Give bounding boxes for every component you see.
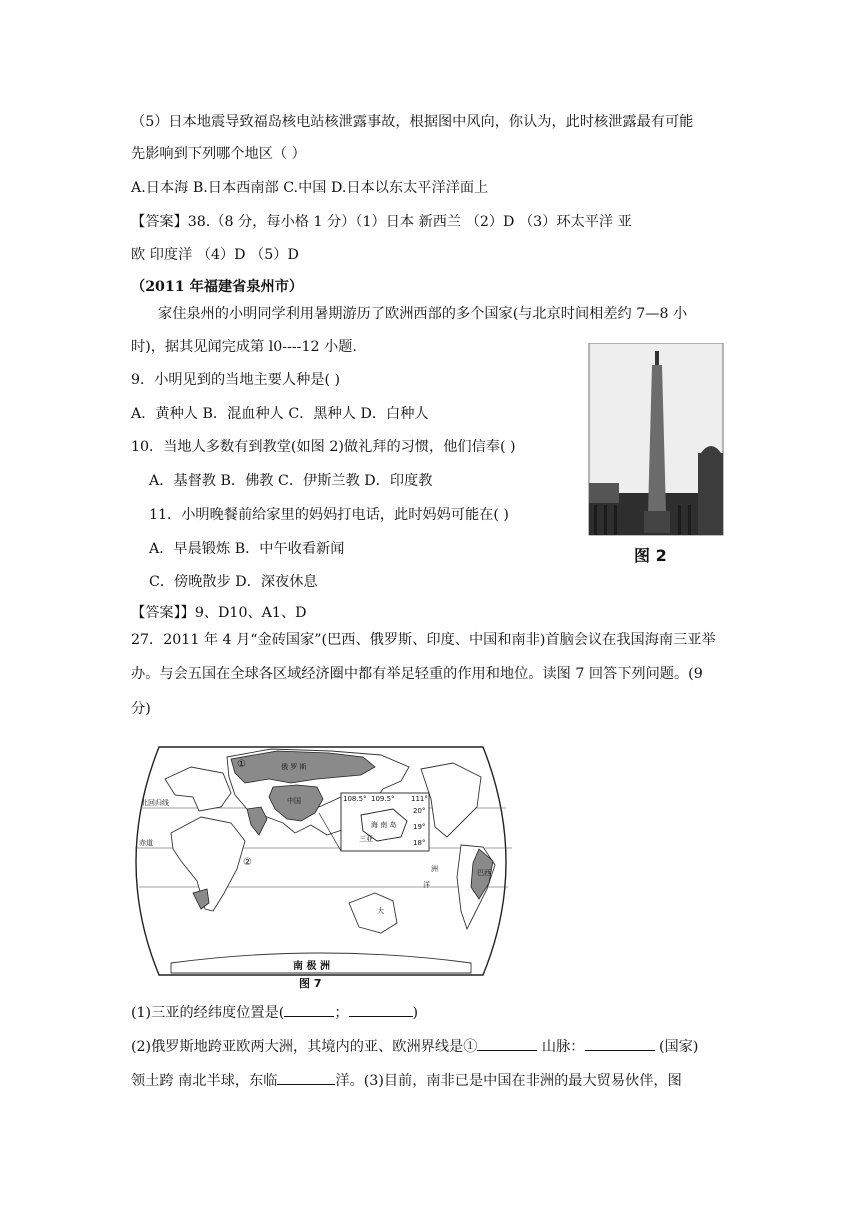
map-caption: 图 7 bbox=[299, 977, 322, 990]
question-27-line2: 办。与会五国在全球各区域经济圈中都有举足轻重的作用和地位。读图 7 回答下列问题。(9 bbox=[131, 666, 703, 682]
inset-lat-2: 19° bbox=[413, 823, 426, 831]
sub1-text-c: ) bbox=[412, 1005, 419, 1021]
q5-line1: （5）日本地震导致福岛核电站核泄露事故，根据图中风向，你认为，此时核泄露最有可能 bbox=[131, 114, 694, 130]
question-11-options-a: A．早晨锻炼 B．中午收看新闻 bbox=[149, 541, 345, 557]
world-map-figure-7 bbox=[131, 737, 516, 990]
sub-question-2 bbox=[131, 1036, 698, 1057]
blank-ocean bbox=[277, 1070, 335, 1085]
blank-sanya-latitude bbox=[349, 1002, 413, 1017]
q5-options: A.日本海 B.日本西南部 C.中国 D.日本以东太平洋洋面上 bbox=[131, 180, 489, 196]
sub2-text-c: (国家) bbox=[654, 1039, 699, 1055]
antarctica-label: 南 极 洲 bbox=[293, 961, 330, 972]
question-27-line1: 27．2011 年 4 月“金砖国家”(巴西、俄罗斯、印度、中国和南非)首脑会议在我国海南三亚举 bbox=[131, 632, 716, 648]
intro-line2: 时)，据其见闻完成第 l0----12 小题. bbox=[131, 339, 357, 355]
question-9-options: A．黄种人 B．混血种人 C．黑种人 D．白种人 bbox=[131, 406, 429, 422]
sub1-text-b: ； bbox=[334, 1005, 349, 1021]
ocean-label-b: 洋 bbox=[423, 881, 430, 889]
map-label-1: ① bbox=[237, 759, 246, 770]
sub2-text-b: 山脉： bbox=[537, 1039, 585, 1055]
blank-country bbox=[585, 1036, 655, 1051]
sub-question-1 bbox=[131, 1002, 418, 1023]
q5-line2: 先影响到下列哪个地区（ ） bbox=[131, 146, 306, 162]
photo-caption: 图 2 bbox=[634, 546, 667, 565]
inset-lat-1: 20° bbox=[413, 807, 426, 815]
sub1-text-a: (1)三亚的经纬度位置是( bbox=[131, 1005, 285, 1021]
question-10: 10．当地人多数有到教堂(如图 2)做礼拜的习惯，他们信奉( ) bbox=[131, 439, 516, 455]
church-photo-figure-2 bbox=[586, 343, 726, 573]
brazil-label: 巴西 bbox=[477, 869, 491, 877]
blank-sanya-longitude bbox=[284, 1002, 334, 1017]
sub2-text-a: (2)俄罗斯地跨亚欧两大洲，其境内的亚、欧洲界线是① bbox=[131, 1039, 478, 1055]
tropic-north-label: 北回归线 bbox=[141, 799, 169, 807]
ocean-label-a: 大 bbox=[377, 907, 384, 915]
sub3-text-a: 领土跨 南北半球，东临 bbox=[131, 1073, 278, 1089]
answer-38-line1: 【答案】38.（8 分，每小格 1 分）（1）日本 新西兰 （2）D （3）环太平洋 亚 bbox=[131, 214, 632, 230]
inset-lat-3: 18° bbox=[413, 839, 426, 847]
sub-question-2-3 bbox=[131, 1070, 682, 1091]
inset-lon-2: 109.5° bbox=[371, 795, 395, 803]
inset-lon-3: 111° bbox=[411, 795, 428, 803]
question-11-options-b: C．傍晚散步 D．深夜休息 bbox=[149, 574, 318, 590]
source-heading: （2011 年福建省泉州市） bbox=[131, 279, 304, 295]
map-label-2: ② bbox=[243, 857, 252, 868]
russia-label: 俄 罗 斯 bbox=[281, 763, 307, 771]
equator-label: 赤道 bbox=[139, 839, 153, 847]
inset-city-label: 三亚 bbox=[359, 835, 373, 843]
question-27-line3: 分) bbox=[131, 701, 151, 717]
inset-island-label: 海 南 岛 bbox=[371, 821, 397, 829]
intro-line1: 家住泉州的小明同学利用暑期游历了欧洲西部的多个国家(与北京时间相差约 7—8 小 bbox=[158, 306, 688, 322]
china-label: 中国 bbox=[287, 797, 301, 805]
answer-9-11: 【答案】】9、D10、A1、D bbox=[131, 605, 307, 621]
inset-lon-1: 108.5° bbox=[343, 795, 367, 803]
question-9: 9．小明见到的当地主要人种是( ) bbox=[131, 372, 341, 388]
blank-boundary-mountain bbox=[477, 1036, 537, 1051]
question-11: 11．小明晚餐前给家里的妈妈打电话，此时妈妈可能在( ) bbox=[149, 507, 509, 523]
ocean-label-c: 洲 bbox=[431, 865, 438, 873]
answer-38-line2: 欧 印度洋 （4）D （5）D bbox=[131, 247, 299, 263]
question-10-options: A．基督教 B．佛教 C．伊斯兰教 D．印度教 bbox=[149, 473, 433, 489]
sub3-text-b: 洋。(3)目前，南非已是中国在非洲的最大贸易伙伴，图 bbox=[335, 1073, 682, 1089]
